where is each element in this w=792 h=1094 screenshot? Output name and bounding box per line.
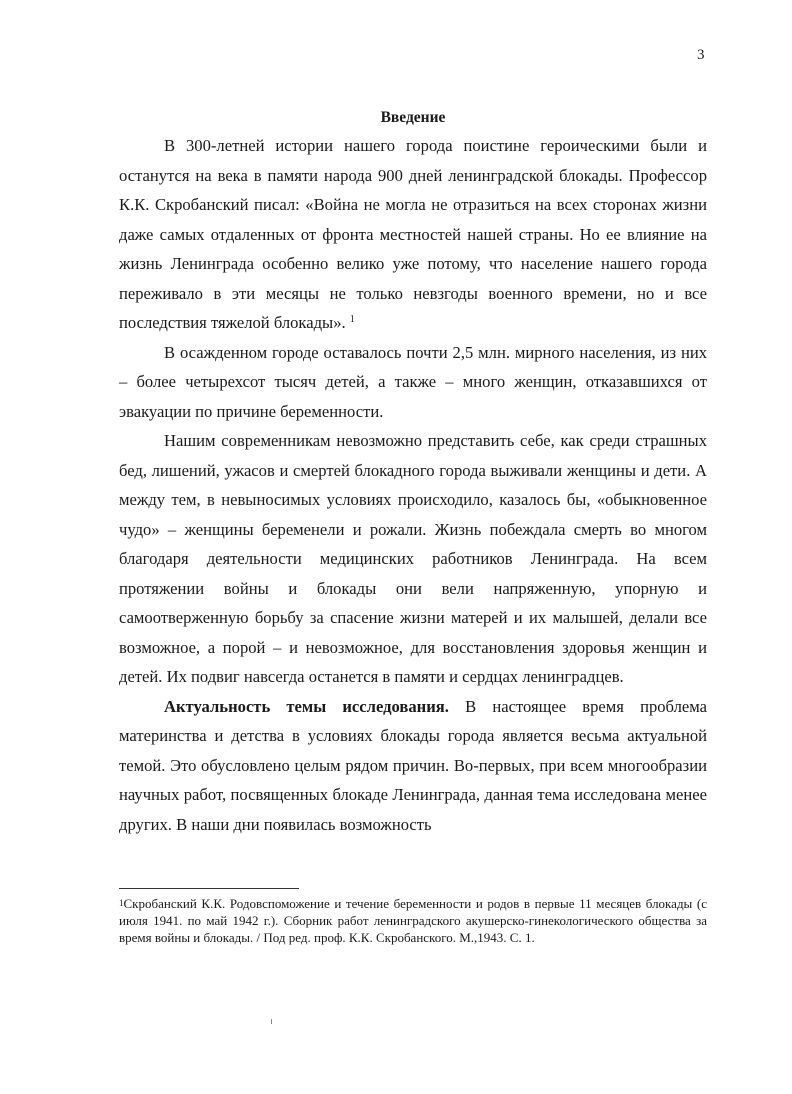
footnote-marker: 1 bbox=[119, 898, 124, 908]
paragraph-4 bbox=[119, 692, 707, 840]
scan-speck bbox=[271, 1019, 272, 1024]
paragraph-4-lead: Актуальность темы исследования. bbox=[164, 696, 449, 716]
footnote-divider bbox=[119, 888, 299, 889]
section-heading: Введение bbox=[380, 109, 446, 126]
paragraph-1 bbox=[119, 131, 707, 338]
page-number: 3 bbox=[697, 47, 705, 63]
footnote-text: Скробанский К.К. Родовспоможение и течение беременности и родов в первые 11 месяцев блокады (с июля 1941. по май 1942 г.). Сборник работ ленинградского акушерско-гинекологического общества за время войны и блокады. / Под ред. проф. К.К. Скробанского. М.,1943. С. 1. bbox=[119, 896, 707, 945]
paragraph-1-text: В 300-летней истории нашего города поистине героическими были и останутся на века в памяти народа 900 дней ленинградской блокады. Профессор К.К. Скробанский писал: «Война не могла не отразиться на всех сторонах жизни даже самых отдаленных от фронта местностей нашей страны. Но ее влияние на жизнь Ленинграда особенно велико уже потому, что население нашего города переживало в эти месяцы не только невзгоды военного времени, но и все последствия тяжелой блокады». bbox=[119, 136, 707, 332]
paragraph-2: В осажденном городе оставалось почти 2,5 млн. мирного населения, из них – более четырехсот тысяч детей, а также – много женщин, отказавшихся от эвакуации по причине беременности. bbox=[119, 342, 707, 421]
paragraph-3: Нашим современникам невозможно представить себе, как среди страшных бед, лишений, ужасов и смертей блокадного города выживали женщины и дети. А между тем, в невыносимых условиях происходило, казалось бы, «обыкновенное чудо» – женщины беременели и рожали. Жизнь побеждала смерть во многом благодаря деятельности медицинских работников Ленинграда. На всем протяжении войны и блокады они вели напряженную, упорную и самоотверженную борьбу за спасение жизни матерей и их малышей, делали все возможное, а порой – и невозможное, для восстановления здоровья женщин и детей. Их подвиг навсегда останется в памяти и сердцах ленинградцев. bbox=[119, 431, 707, 686]
footnote-reference: 1 bbox=[349, 314, 355, 325]
footnote bbox=[119, 895, 707, 946]
paragraph-4-text: В настоящее время проблема материнства и детства в условиях блокады города является весьма актуальной темой. Это обусловлено целым рядом причин. Во-первых, при всем многообразии научных работ, посвященных блокаде Ленинграда, данная тема исследована менее других. В наши дни появилась возможность bbox=[119, 696, 707, 834]
body-text bbox=[119, 131, 707, 839]
